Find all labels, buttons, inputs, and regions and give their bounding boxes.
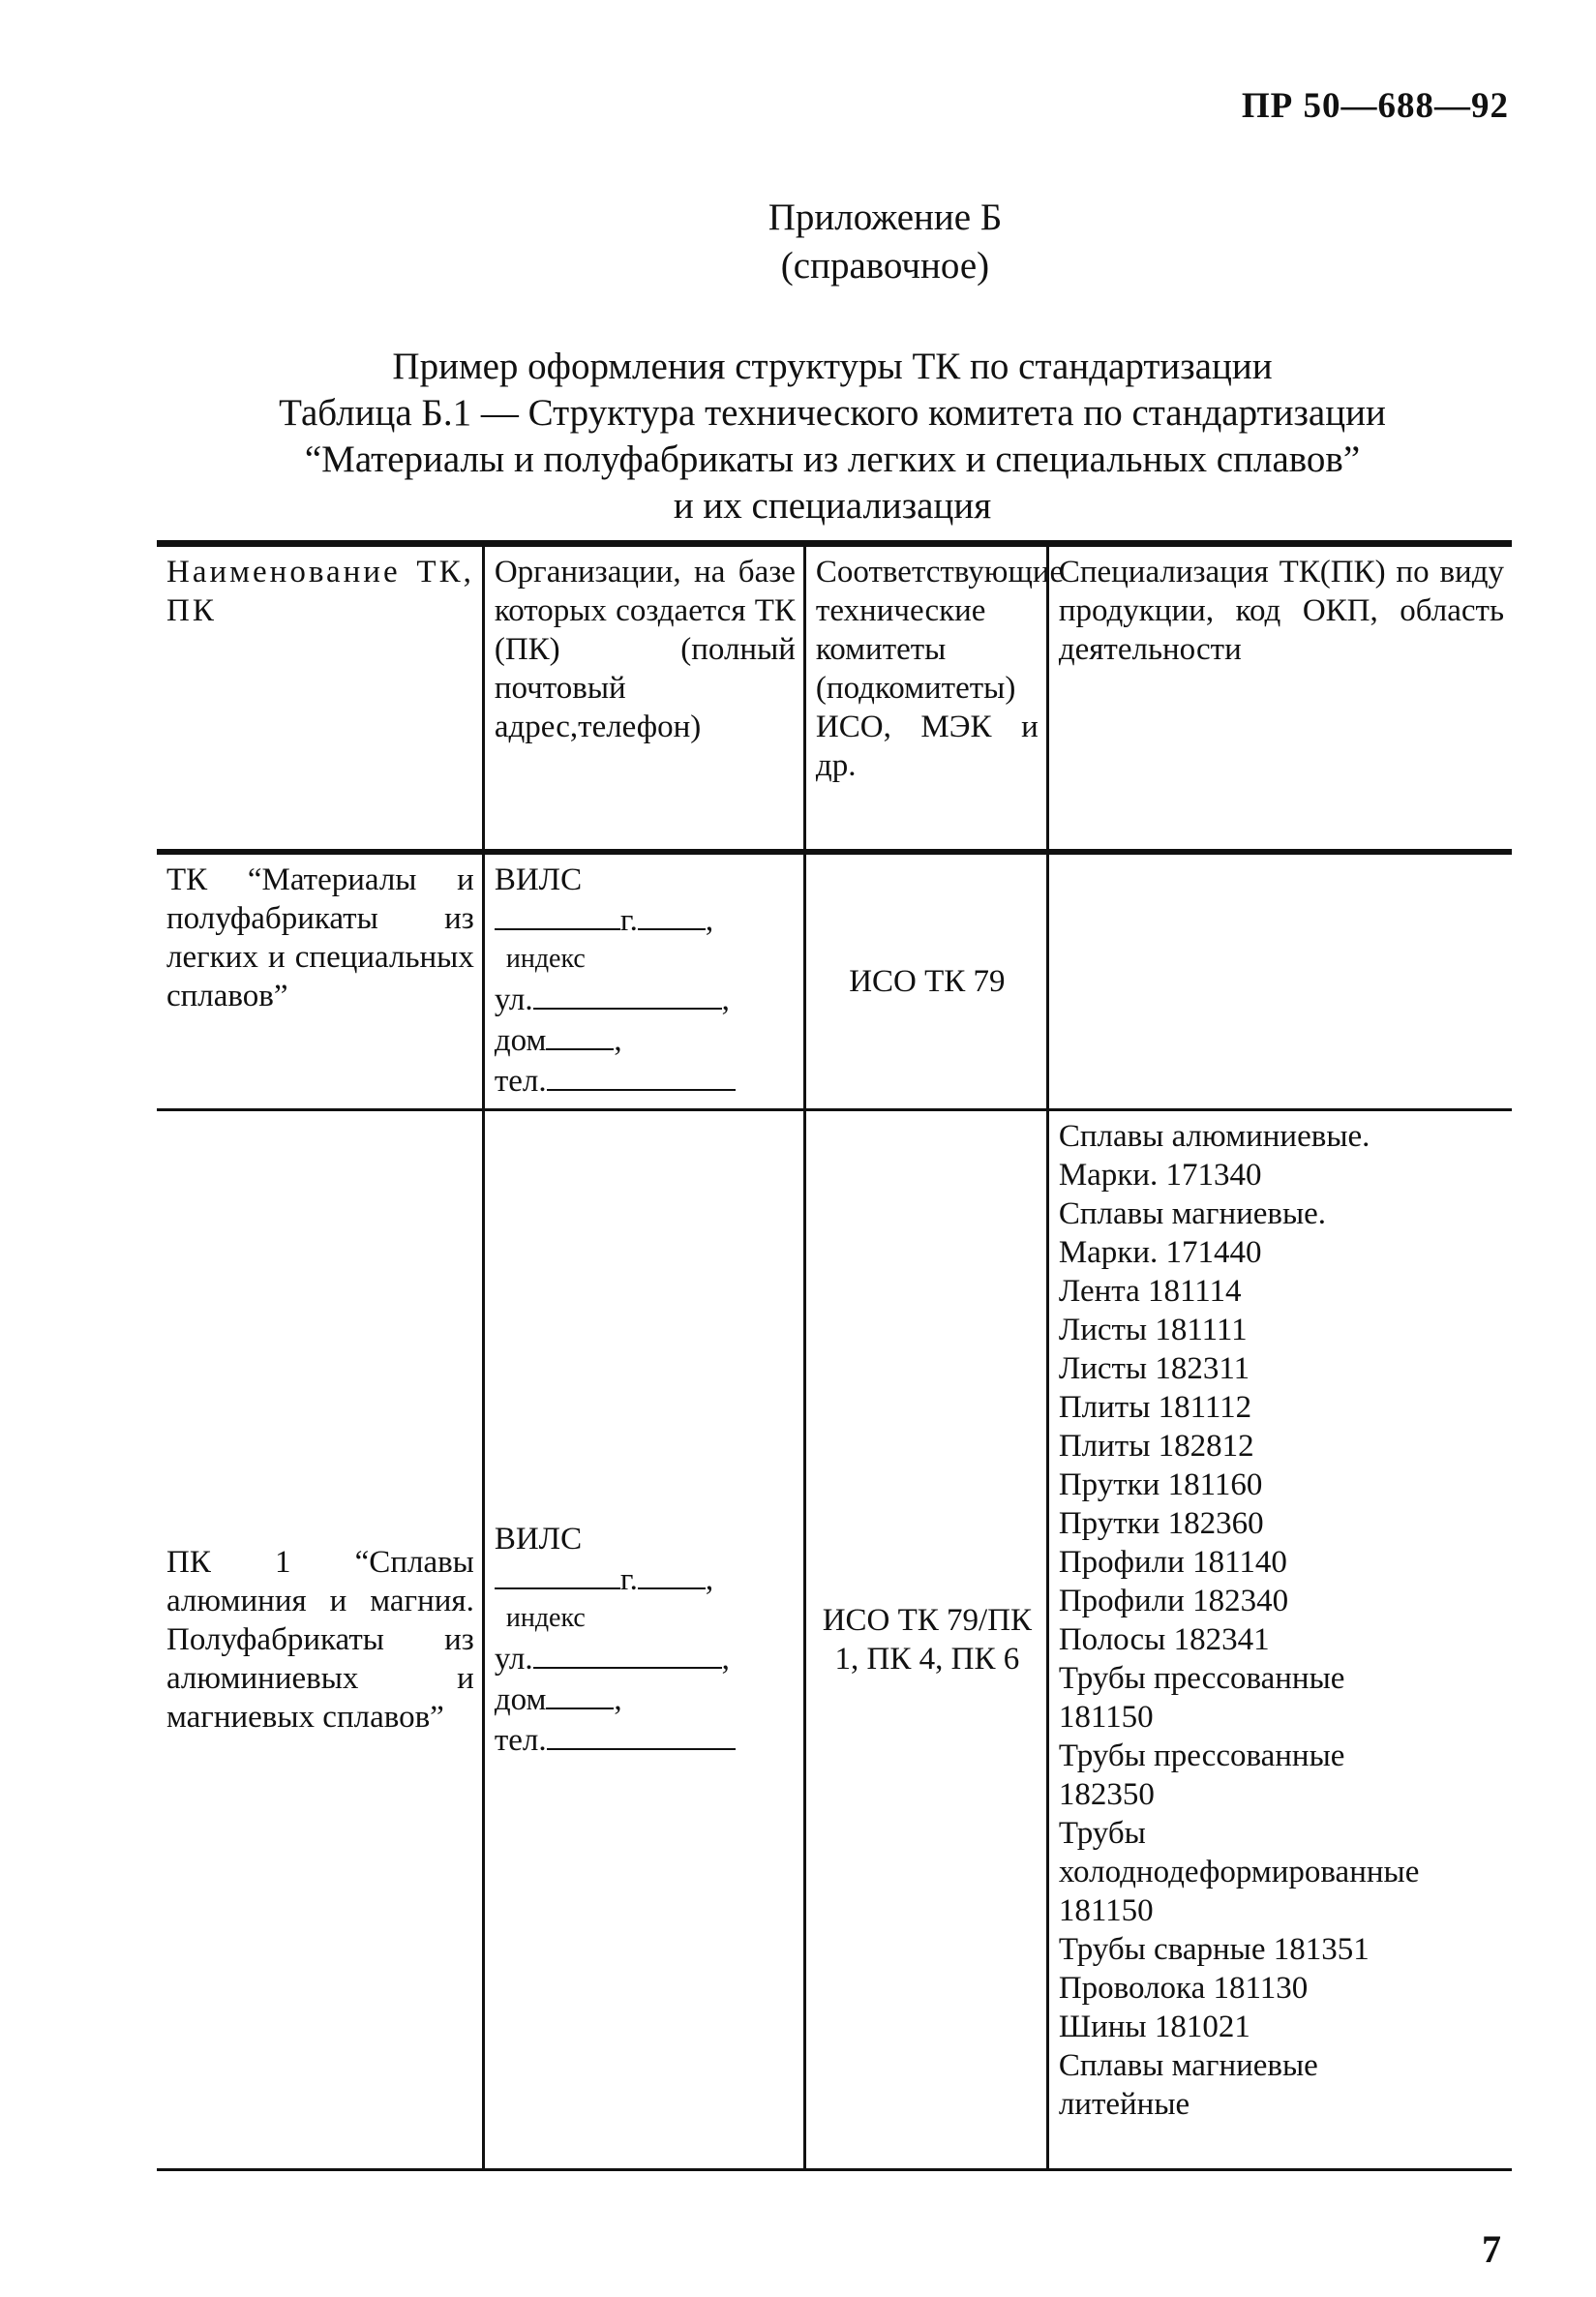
org-city: г. [619,1562,638,1597]
header-name: Наименование ТК, ПК [157,544,483,853]
header-specialization: Специализация ТК(ПК) по виду продукции, код ОКП, область деятельности [1047,544,1512,853]
org-phone: тел. [494,1064,547,1099]
appendix-subtitle: (справочное) [780,245,990,287]
appendix-heading [87,194,1596,290]
org-house: дом [494,1023,547,1058]
org-street: ул. [494,982,533,1017]
org-index: индекс [505,1603,586,1633]
caption-line-1: Пример оформления структуры ТК по стандартизации [392,346,1273,387]
caption-line-3: “Материалы и полуфабрикаты из легких и специальных сплавов” [304,438,1361,480]
org-house: дом [494,1682,547,1717]
spec-item: 182350 [1058,1777,1155,1812]
org-house-line: дом , [495,1019,796,1060]
caption-line-4: и их специализация [673,485,992,527]
spec-item: Сплавы алюминиевые. [1058,1119,1370,1154]
table-caption [155,344,1510,529]
row-pk1-name: ПК 1 “Сплавы алюминия и магния. Полуфабрикаты из алюминиевых и магниевых сплавов” [157,1110,483,2170]
spec-item: литейные [1058,2087,1190,2122]
spec-item: Профили 182340 [1058,1584,1289,1618]
org-city-line: г. , [495,1558,796,1599]
org-street: ул. [494,1642,533,1677]
spec-item: 181150 [1058,1893,1154,1928]
table-row [157,1110,1512,2170]
page-number: 7 [1482,2227,1501,2271]
row-tk-name: ТК “Материалы и полуфабрикаты из легких и специальных сплавов” [157,852,483,1110]
org-city-line: г. , [495,899,796,940]
spec-item: Прутки 181160 [1058,1467,1263,1502]
org-phone: тел. [494,1723,547,1758]
spec-item: Листы 182311 [1058,1351,1250,1386]
row-tk-address [483,852,804,1110]
spec-item: Шины 181021 [1058,2010,1250,2044]
spec-item: Лента 181114 [1058,1274,1242,1309]
spec-item: Трубы прессованные [1058,1738,1345,1773]
row-pk1-iso: ИСО ТК 79/ПК 1, ПК 4, ПК 6 [804,1110,1047,2170]
org-name: ВИЛС [494,862,583,897]
spec-item: Прутки 182360 [1058,1506,1264,1541]
org-street-line: ул. , [495,979,796,1019]
structure-table [157,540,1512,2171]
spec-item: Марки. 171440 [1058,1235,1262,1270]
row-tk-specialization [1047,852,1512,1110]
table-row [157,852,1512,1110]
spec-item: Трубы [1058,1816,1146,1851]
org-name: ВИЛС [494,1522,583,1557]
org-house-line: дом , [495,1678,796,1719]
org-city: г. [619,903,638,938]
spec-item: Плиты 182812 [1058,1429,1254,1464]
org-index: индекс [505,944,586,974]
header-iso-committees: Соответствующие технические комитеты (подкомитеты) ИСО, МЭК и др. [804,544,1047,853]
row-pk1-specialization [1047,1110,1512,2170]
spec-item: Полосы 182341 [1058,1622,1270,1657]
row-pk1-address [483,1110,804,2170]
spec-item: Листы 181111 [1058,1313,1248,1347]
spec-item: Марки. 171340 [1058,1158,1262,1193]
row-tk-iso: ИСО ТК 79 [804,852,1047,1110]
document-code: ПР 50—688—92 [1241,86,1509,126]
org-phone-line [495,1719,796,1760]
spec-item: Трубы сварные 181351 [1058,1932,1370,1967]
spec-item: Трубы прессованные [1058,1661,1345,1696]
org-phone-line [495,1060,796,1101]
header-organizations: Организации, на базе которых создается ТК (ПК) (полный почтовый адрес,телефон) [483,544,804,853]
spec-item: Сплавы магниевые. [1058,1196,1327,1231]
org-street-line: ул. , [495,1638,796,1678]
spec-item: Плиты 181112 [1058,1390,1252,1425]
spec-item: Профили 181140 [1058,1545,1287,1580]
spec-item: 181150 [1058,1700,1154,1735]
table-header-row [157,544,1512,853]
spec-item: холоднодеформированные [1058,1855,1420,1889]
spec-item: Сплавы магниевые [1058,2048,1318,2083]
appendix-title: Приложение Б [768,196,1003,238]
caption-line-2: Таблица Б.1 — Структура технического комитета по стандартизации [279,392,1386,434]
spec-item: Проволока 181130 [1058,1971,1309,2006]
